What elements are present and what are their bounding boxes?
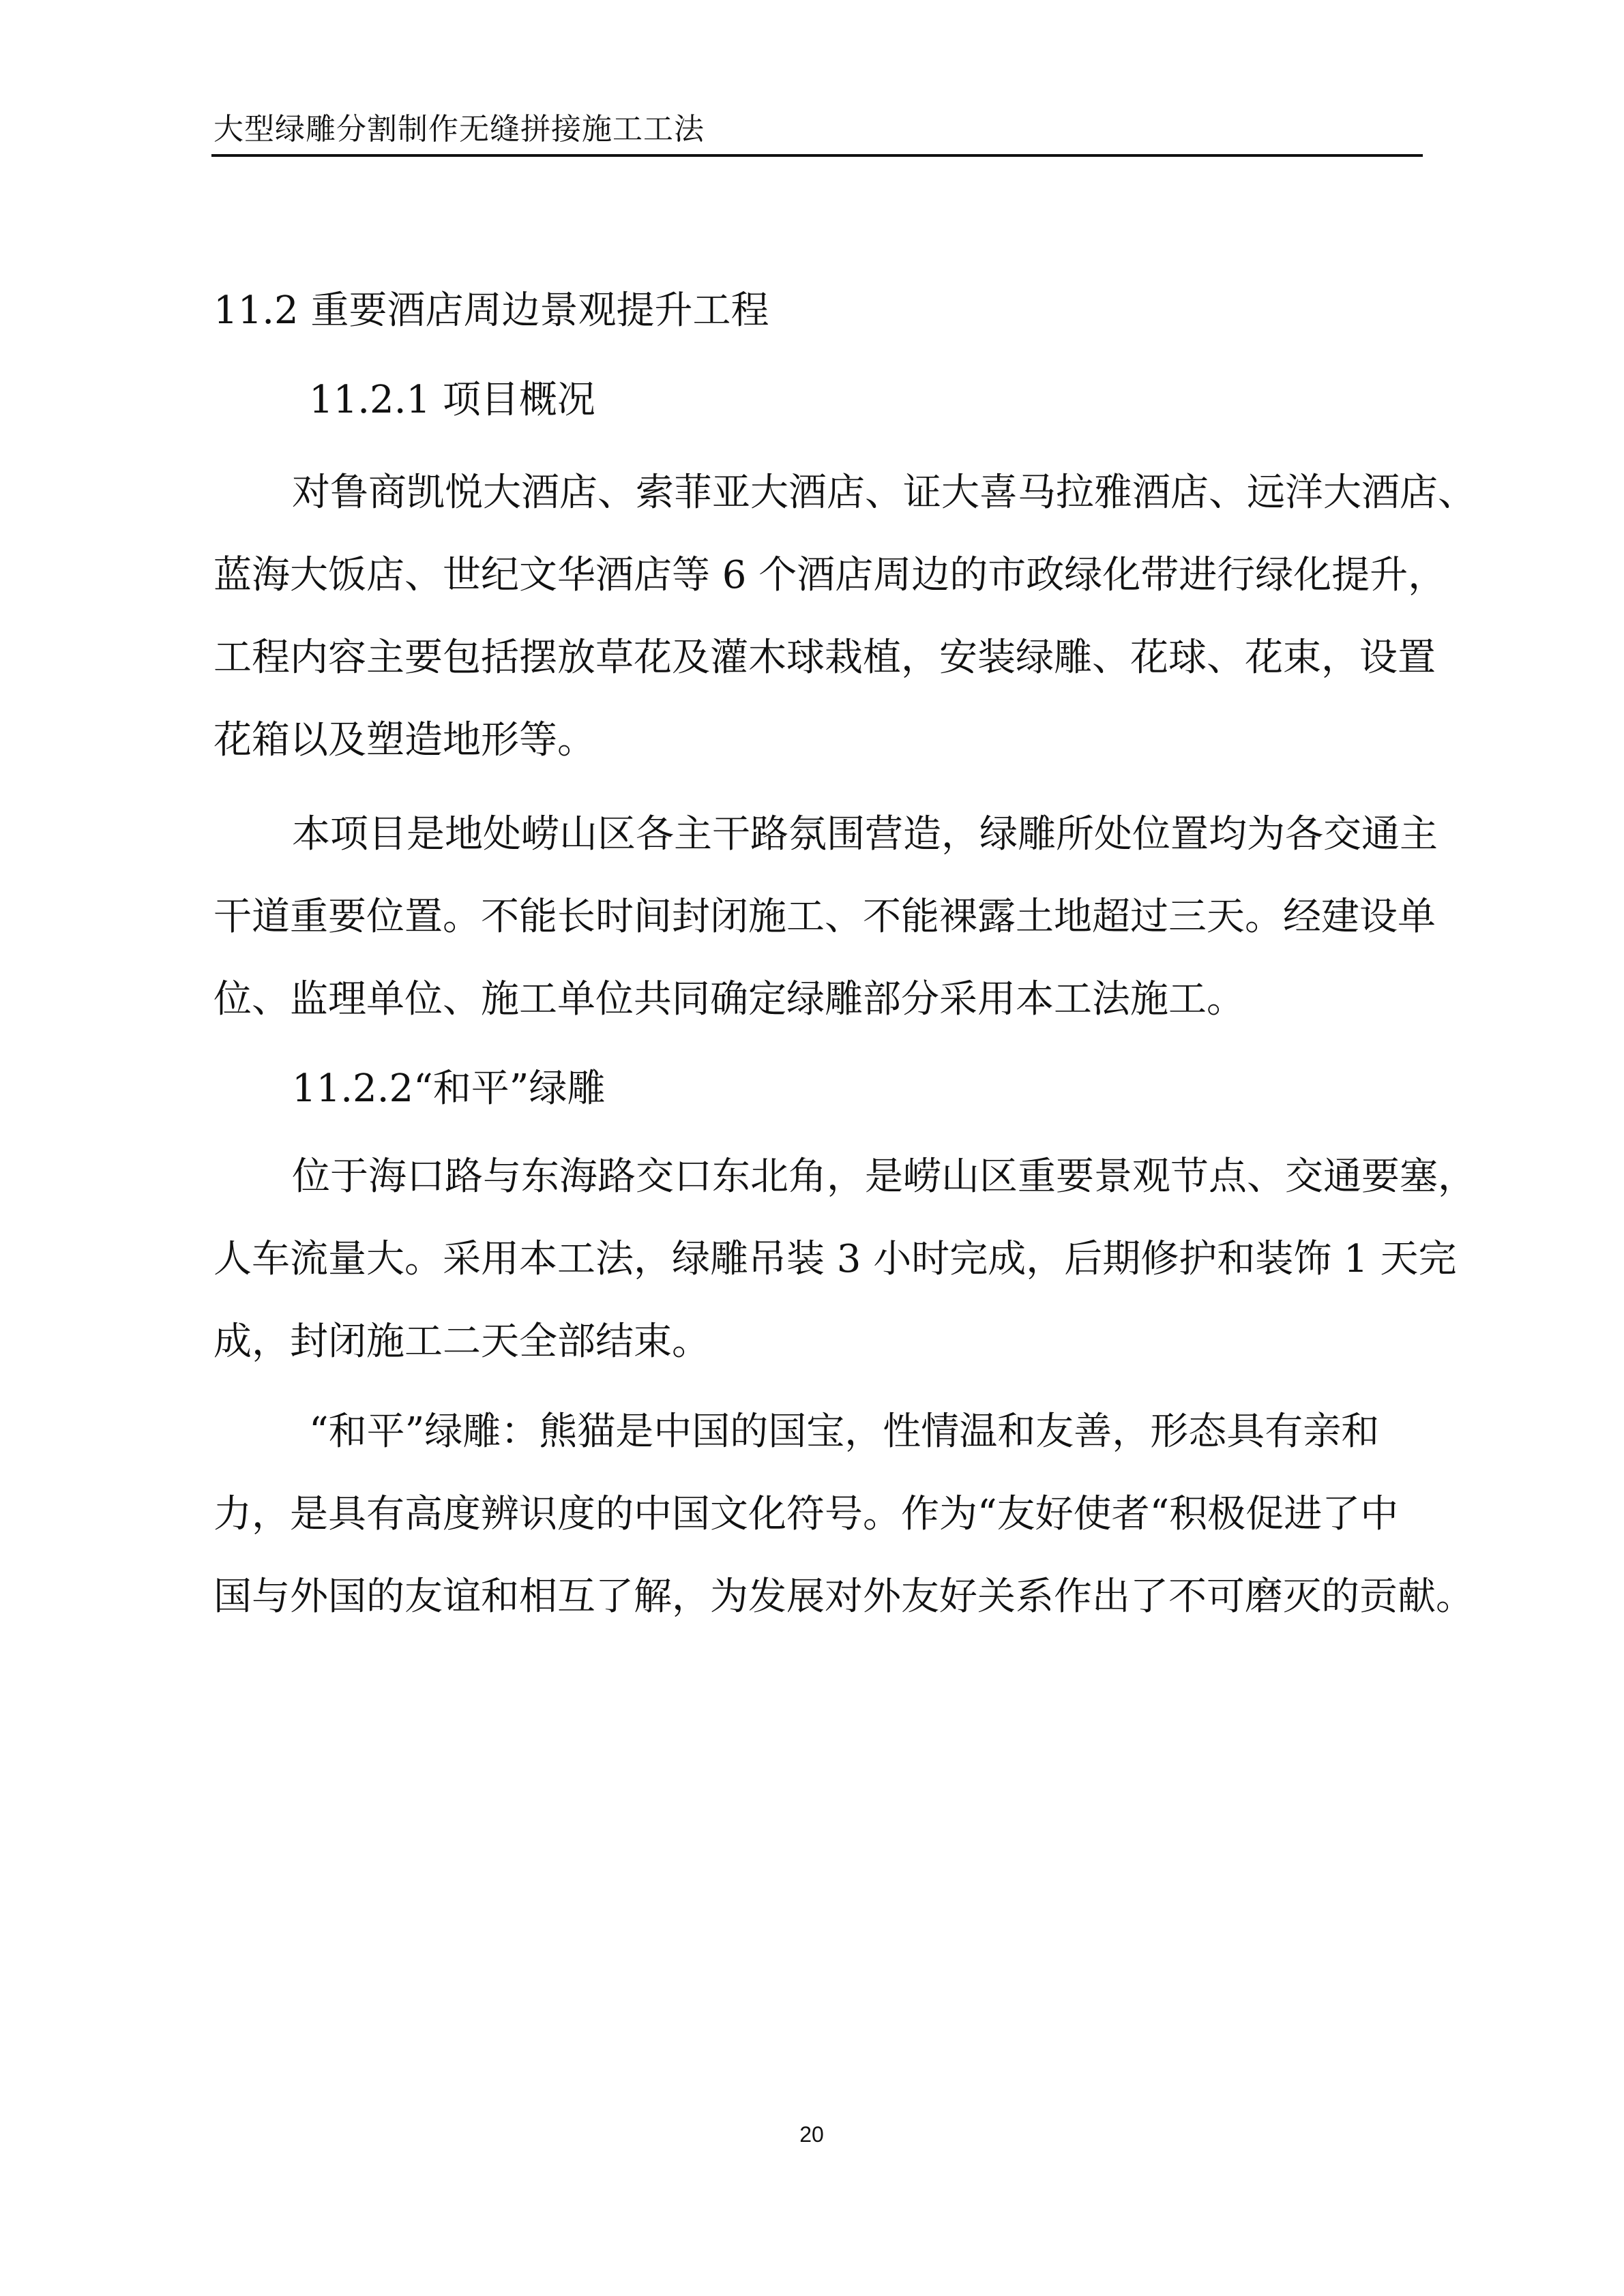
paragraph-line: “和平”绿雕：熊猫是中国的国宝，性情温和友善，形态具有亲和 — [309, 1410, 1380, 1454]
paragraph-line: 干道重要位置。不能长时间封闭施工、不能裸露土地超过三天。经建设单 — [213, 895, 1436, 939]
subsection-heading-project-overview: 11.2.1 项目概况 — [309, 378, 595, 422]
paragraph-line: 位于海口路与东海路交口东北角，是崂山区重要景观节点、交通要塞， — [292, 1154, 1476, 1199]
paragraph-line: 国与外国的友谊和相互了解，为发展对外友好关系作出了不可磨灭的贡献。 — [213, 1575, 1474, 1619]
paragraph-line: 对鲁商凯悦大酒店、索菲亚大酒店、证大喜马拉雅酒店、远洋大酒店、 — [292, 471, 1476, 515]
section-heading: 11.2 重要酒店周边景观提升工程 — [213, 288, 769, 333]
paragraph-line: 成，封闭施工二天全部结束。 — [213, 1320, 710, 1364]
paragraph-line: 花箱以及塑造地形等。 — [213, 718, 595, 762]
paragraph-line: 本项目是地处崂山区各主干路氛围营造，绿雕所处位置均为各交通主 — [292, 812, 1438, 856]
paragraph-line: 位、监理单位、施工单位共同确定绿雕部分采用本工法施工。 — [213, 977, 1245, 1022]
paragraph-line: 工程内容主要包括摆放草花及灌木球栽植，安装绿雕、花球、花束，设置 — [213, 636, 1436, 680]
subsection-heading-peace-sculpture: 11.2.2“和平”绿雕 — [292, 1067, 606, 1111]
paragraph-line: 人车流量大。采用本工法，绿雕吊装 3 小时完成，后期修护和装饰 1 天完 — [213, 1237, 1457, 1281]
paragraph-line: 力，是具有高度辨识度的中国文化符号。作为“友好使者“积极促进了中 — [213, 1492, 1399, 1536]
running-header: 大型绿雕分割制作无缝拼接施工工法 — [213, 112, 705, 147]
page-number: 20 — [799, 2122, 824, 2147]
header-rule — [211, 154, 1423, 157]
paragraph-line: 蓝海大饭店、世纪文华酒店等 6 个酒店周边的市政绿化带进行绿化提升， — [213, 553, 1447, 597]
